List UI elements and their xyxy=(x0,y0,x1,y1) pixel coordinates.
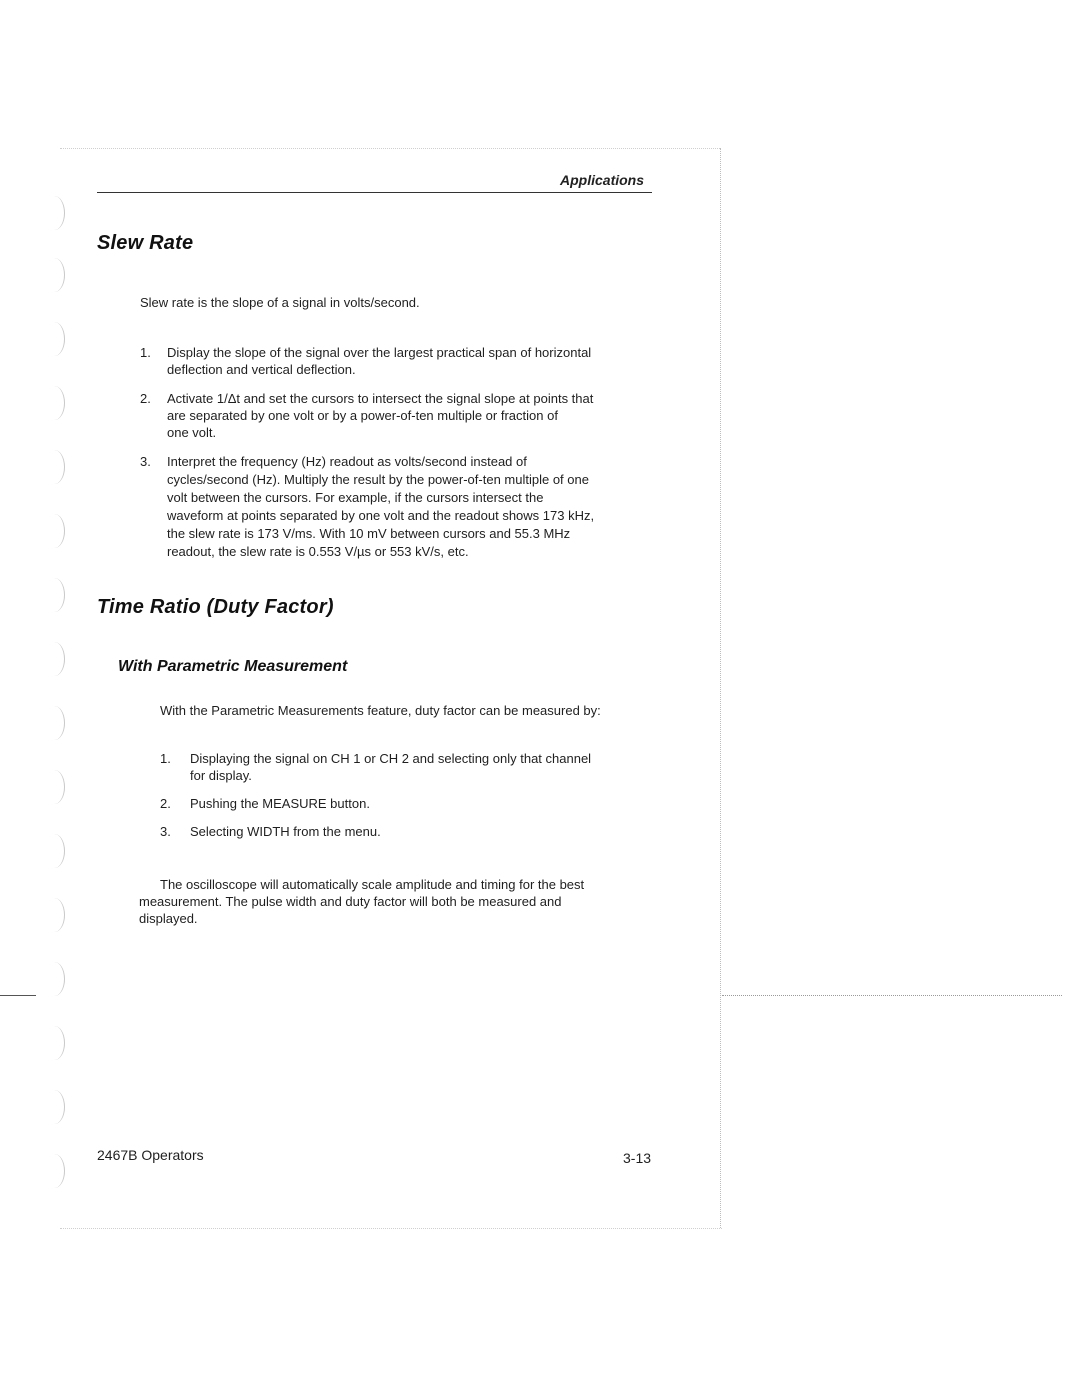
time-ratio-heading: Time Ratio (Duty Factor) xyxy=(97,596,334,618)
binder-ring xyxy=(44,258,65,292)
binder-ring xyxy=(44,578,65,612)
binder-ring xyxy=(44,450,65,484)
binder-ring xyxy=(44,770,65,804)
page-edge-right xyxy=(720,148,721,1228)
binder-ring xyxy=(44,1090,65,1124)
binder-ring xyxy=(44,642,65,676)
step-number: 2. xyxy=(160,796,171,811)
binder-ring xyxy=(44,706,65,740)
binder-ring xyxy=(44,196,65,230)
step-line: Activate 1/Δt and set the cursors to intersect the signal slope at points that xyxy=(167,391,594,406)
page-edge-top xyxy=(60,148,720,149)
step-line: one volt. xyxy=(167,425,217,440)
binder-ring xyxy=(44,962,65,996)
step-line: volt between the cursors. For example, if the cursors intersect the xyxy=(167,490,544,505)
step-line: for display. xyxy=(190,768,252,783)
step-number: 3. xyxy=(140,454,151,469)
footer-page-number: 3-13 xyxy=(623,1150,652,1166)
binder-ring xyxy=(44,514,65,548)
step-line: Interpret the frequency (Hz) readout as volts/second instead of xyxy=(167,454,527,469)
step-line: deflection and vertical deflection. xyxy=(167,362,356,377)
page-edge-bottom xyxy=(60,1228,722,1229)
binder-ring xyxy=(44,322,65,356)
step-line: the slew rate is 173 V/ms. With 10 mV between cursors and 55.3 MHz xyxy=(167,526,571,541)
binder-ring xyxy=(44,1154,65,1188)
step-line: cycles/second (Hz). Multiply the result by the power-of-ten multiple of one xyxy=(167,472,589,487)
binding-mark xyxy=(0,995,36,996)
step-number: 3. xyxy=(160,824,171,839)
time-ratio-intro: With the Parametric Measurements feature, duty factor can be measured by: xyxy=(160,703,601,718)
closing-line: measurement. The pulse width and duty factor will both be measured and xyxy=(139,894,562,909)
footer-manual-title: 2467B Operators xyxy=(97,1147,204,1163)
closing-line: The oscilloscope will automatically scale amplitude and timing for the best xyxy=(160,877,585,892)
binder-ring xyxy=(44,834,65,868)
closing-line: displayed. xyxy=(139,911,198,926)
step-line: Displaying the signal on CH 1 or CH 2 and selecting only that channel xyxy=(190,751,592,766)
step-number: 1. xyxy=(140,345,151,360)
running-header: Applications xyxy=(560,172,645,188)
slew-rate-heading: Slew Rate xyxy=(97,232,194,254)
step-line: Display the slope of the signal over the largest practical span of horizontal xyxy=(167,345,592,360)
step-line: readout, the slew rate is 0.553 V/µs or 553 kV/s, etc. xyxy=(167,544,469,559)
step-number: 1. xyxy=(160,751,171,766)
step-number: 2. xyxy=(140,391,151,406)
binder-ring xyxy=(44,386,65,420)
step-line: Selecting WIDTH from the menu. xyxy=(190,824,381,839)
step-line: waveform at points separated by one volt and the readout shows 173 kHz, xyxy=(167,508,595,523)
page-edge-tail xyxy=(722,995,1062,996)
slew-rate-intro: Slew rate is the slope of a signal in volts/second. xyxy=(140,295,420,310)
parametric-subheading: With Parametric Measurement xyxy=(118,658,348,675)
binder-ring xyxy=(44,1026,65,1060)
binder-ring xyxy=(44,898,65,932)
header-rule xyxy=(97,192,652,193)
step-line: are separated by one volt or by a power-of-ten multiple or fraction of xyxy=(167,408,558,423)
step-line: Pushing the MEASURE button. xyxy=(190,796,370,811)
